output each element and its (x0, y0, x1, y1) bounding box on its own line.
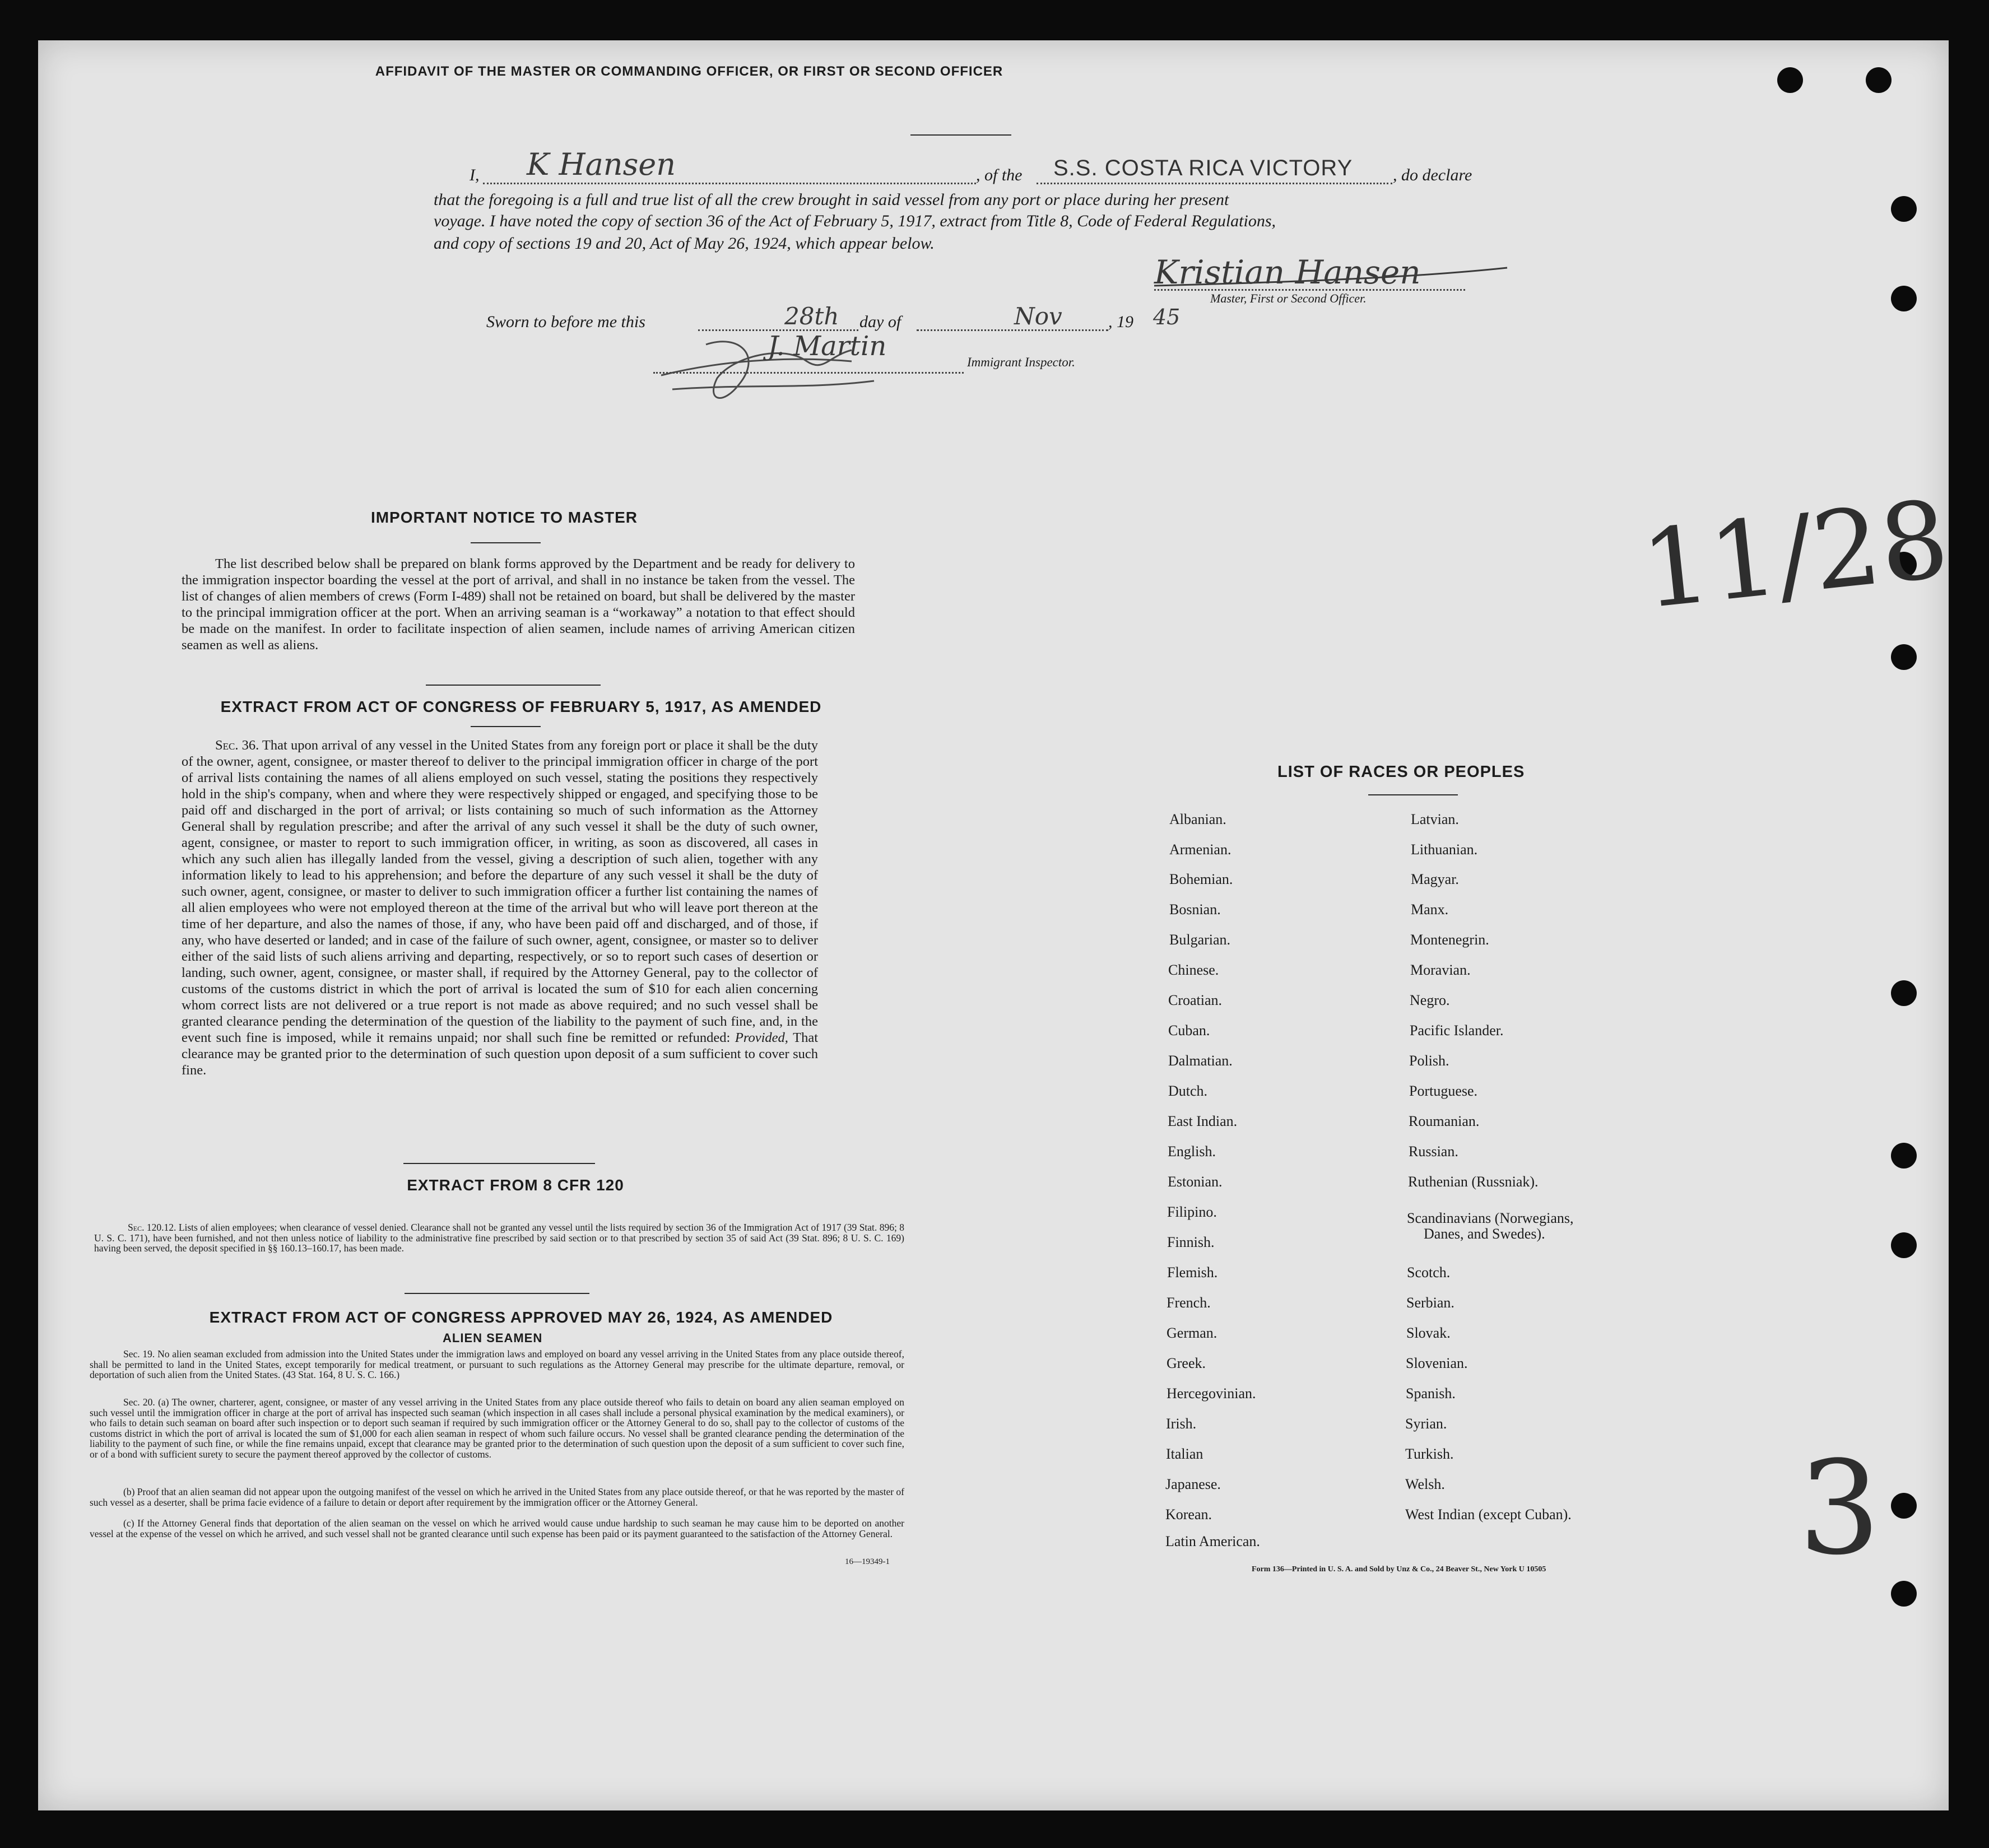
race-left: Albanian. (1169, 811, 1226, 827)
race-left: Bulgarian. (1169, 932, 1231, 948)
race-right: Welsh. (1405, 1476, 1445, 1492)
extract-1917-end-rule (403, 1163, 595, 1164)
notice-body: The list described below shall be prepared on blank forms approved by the Department and be ready for delivery to the immigration inspector boarding the vessel at the port of arrival, and shall in no instance be taken from the vessel. The list of changes of alien members of crews (Form I-489) shall not be retained on board, but shall be delivered by the master to the principal immigration officer at the port. When an arriving seaman is a “workaway” a notation to that effect should be made on the manifest. In order to facilitate inspection of alien seamen, include names of arriving American citizen seamen as well as aliens. (182, 556, 855, 653)
race-right: Spanish. (1406, 1385, 1456, 1402)
sec-20c-text: (c) If the Attorney General finds that deportation of the alien seaman on the vessel on which he arrived would cause undue hardship to such seaman he may cause him to be deported on another vessel at the expense of the vessel on which he arrived, and such vessel shall not be granted clearance until such expense has been paid or its payment guaranteed to the satisfaction of the Attorney General. (90, 1517, 904, 1539)
race-right: West Indian (except Cuban). (1405, 1506, 1572, 1523)
master-signature-line (1154, 289, 1465, 291)
sec-36-label: Sec. 36. (215, 738, 259, 753)
race-right: Montenegrin. (1410, 932, 1489, 948)
day-of-label: day of (859, 313, 901, 331)
binder-hole (1891, 286, 1917, 311)
race-right: Portuguese. (1409, 1083, 1478, 1099)
race-left: Bohemian. (1169, 871, 1233, 887)
race-left: Italian (1166, 1446, 1203, 1462)
race-right: Syrian. (1405, 1416, 1447, 1432)
affidavit-title: AFFIDAVIT OF THE MASTER OR COMMANDING OFFICER, OR FIRST OR SECOND OFFICER (375, 64, 1003, 79)
race-right: Moravian. (1410, 962, 1471, 978)
race-left: Finnish. (1167, 1234, 1215, 1250)
provided-label: Provided, (735, 1030, 788, 1045)
sec-20a-text: Sec. 20. (a) The owner, charterer, agent, consignee, or master of any vessel arriving in the United States from any place outside thereof who fails to detain on board any alien seaman employed on such vessel until the immigration officer in charge at the port of arrival has inspected such seaman (which inspection in all cases shall include a personal physical examination by the medical examiners), or who fails to detain such seaman on board after such inspection or to deport such seaman if required by such immigration officer or the Attorney General to do so, shall pay to the collector of customs of the customs district in which the port of arrival is located the sum of $1,000 for each alien seaman in respect of whom such failure occurs. No vessel shall be granted clearance pending the determination of the liability to the payment of such fine, or while the fine remains unpaid, except that clearance may be granted prior to the determination of such question upon the deposit of a sum sufficient to cover such fine, or of a bond with sufficient surety to secure the payment thereof approved by the collector of customs. (90, 1397, 904, 1460)
cfr-sec-text: Lists of alien employees; when clearance of vessel denied. Clearance shall not be granted any vessel until the lists required by section 36 of the Immigration Act of 1917 (39 Stat. 896; 8 U. S. C. 171), have been furnished, and not then unless notice of liability to the administrative fine prescribed by said section or to that prescribed by section 35 of said Act (39 Stat. 896; 8 U. S. C. 169) having been served, the deposit specified in §§ 160.13–160.17, has been made. (94, 1222, 905, 1254)
race-right: Manx. (1411, 901, 1449, 918)
cfr-end-rule (405, 1293, 589, 1294)
races-title: LIST OF RACES OR PEOPLES (1277, 763, 1525, 781)
sworn-month: Nov (1014, 302, 1062, 330)
race-left: Chinese. (1168, 962, 1219, 978)
race-right: Scotch. (1407, 1264, 1451, 1281)
race-left: Dutch. (1168, 1083, 1208, 1099)
race-right: Pacific Islander. (1410, 1022, 1504, 1039)
race-left: Estonian. (1168, 1174, 1223, 1190)
race-left: Cuban. (1168, 1022, 1210, 1039)
sec-36-proviso: That clearance may be granted prior to the determination of such question upon deposit of a sum sufficient to cover such fine. (182, 1030, 819, 1078)
race-right: Danes, and Swedes). (1424, 1226, 1545, 1242)
race-right: Magyar. (1411, 871, 1459, 887)
cfr-sec-label: Sec. 120.12. (128, 1222, 176, 1233)
i-label: I, (470, 166, 480, 184)
race-left: Latin American. (1165, 1533, 1260, 1549)
binder-hole (1891, 644, 1917, 670)
inspector-line (653, 372, 964, 374)
cfr-body (94, 1222, 904, 1254)
race-left: Croatian. (1168, 992, 1223, 1008)
races-rule (1368, 794, 1458, 795)
do-declare-label: , do declare (1393, 166, 1472, 184)
race-right: Slovak. (1406, 1325, 1451, 1341)
race-right: Russian. (1409, 1143, 1458, 1160)
notice-end-rule (426, 685, 601, 686)
of-the-label: , of the (976, 166, 1023, 184)
year-suffix: 45 (1153, 305, 1181, 329)
race-left: Korean. (1165, 1506, 1212, 1523)
sworn-day: 28th (784, 302, 839, 330)
race-left: French. (1167, 1295, 1211, 1311)
race-left: Dalmatian. (1168, 1053, 1233, 1069)
race-right: Lithuanian. (1411, 841, 1478, 858)
race-right: Scandinavians (Norwegians, (1407, 1210, 1574, 1226)
race-left: Flemish. (1167, 1264, 1218, 1281)
year-prefix: , 19 (1108, 313, 1133, 331)
notice-title: IMPORTANT NOTICE TO MASTER (370, 509, 638, 526)
race-left: Filipino. (1167, 1204, 1217, 1220)
form-imprint: Form 136—Printed in U. S. A. and Sold by Unz & Co., 24 Beaver St., New York U 10505 (1252, 1565, 1546, 1574)
race-left: English. (1168, 1143, 1216, 1160)
vessel-line (1037, 183, 1392, 184)
race-right: Turkish. (1405, 1446, 1454, 1462)
inspector-caption: Immigrant Inspector. (967, 355, 1075, 369)
race-right: Negro. (1410, 992, 1450, 1008)
declaration-line-3: and copy of sections 19 and 20, Act of May 26, 1924, which appear below. (434, 234, 935, 253)
race-left: German. (1167, 1325, 1217, 1341)
master-signature: Kristian Hansen (1154, 253, 1421, 291)
sec-36-text: That upon arrival of any vessel in the United States from any foreign port or place it shall be the duty of the owner, agent, consignee, or master thereof to deliver to the principal immigration officer in charge of the port of arrival lists containing the names of all aliens employed on such vessel, stating the positions they respectively hold in the ship's company, when and where they were respectively shipped or engaged, and specifying those to be paid off and discharged in the port of arrival; or lists containing so much of such information as the Attorney General shall by regulation prescribe; and after the arrival of any such vessel it shall be the duty of such owner, agent, consignee, or master to report to such immigration officer, in writing, as soon as discovered, all cases in which any such alien has illegally landed from the vessel, giving a description of such alien, together with any information likely to lead to his apprehension; and before the departure of any such vessel it shall be the duty of such owner, agent, consignee, or master to deliver to such immigration officer a further list containing the names of all alien employees who were not employed thereon at the time of the arrival but who will leave port thereon at the time of her departure, and also the names of those, if any, who have been paid off and discharged, and of those, if any, who have deserted or landed; and in case of the failure of such owner, agent, consignee, or master so to deliver either of the said lists of such aliens arriving and departing, respectively, or so to report such cases of desertion or landing, such owner, agent, consignee, or master shall, if required by the Attorney General, pay to the collector of customs of the customs district in which the port of arrival is located the sum of $10 for each alien concerning whom correct lists are not delivered or a true report is not made as above required; and no such vessel shall be granted clearance pending the determination of the question of the liability to the payment of such fine, and, in the event such fine is imposed, while it remains unpaid; nor shall such fine be remitted or refunded: (182, 738, 818, 1045)
binder-hole (1891, 1581, 1917, 1607)
extract-1924-title: EXTRACT FROM ACT OF CONGRESS APPROVED MAY 26, 1924, AS AMENDED (209, 1309, 833, 1326)
race-left: Irish. (1166, 1416, 1197, 1432)
race-left: Bosnian. (1169, 901, 1221, 918)
binder-hole (1891, 980, 1917, 1006)
sec-20b-text: (b) Proof that an alien seaman did not appear upon the outgoing manifest of the vessel on which he arrived in the United States from any place outside thereof, or that he was reported by the master of such vessel as a deserter, shall be prima facie evidence of a failure to detain or deport after requirement by the immigration officer or the Attorney General. (90, 1486, 904, 1508)
extract-1917-body (182, 737, 818, 1078)
race-right: Slovenian. (1406, 1355, 1468, 1371)
print-code: 16—19349-1 (845, 1557, 890, 1566)
declaration-line-1: that the foregoing is a full and true list of all the crew brought in said vessel from any port or place during her present (434, 190, 1229, 209)
cfr-title: EXTRACT FROM 8 CFR 120 (407, 1176, 624, 1194)
binder-hole (1891, 1493, 1917, 1519)
name-line (483, 183, 976, 184)
sec-19-text: Sec. 19. No alien seaman excluded from admission into the United States under the immigration laws and employed on board any vessel arriving in the United States from any place outside thereof, shall be permitted to land in the United States, except temporarily for medical treatment, or pursuant to such regulations as the Attorney General may prescribe for the ultimate departure, removal, or deportation of such alien from the United States. (43 Stat. 164, 8 U. S. C. 166.) (90, 1348, 904, 1380)
master-name-handwritten: K Hansen (527, 147, 676, 182)
race-right: Polish. (1409, 1053, 1449, 1069)
race-left: Greek. (1167, 1355, 1206, 1371)
race-left: Hercegovinian. (1167, 1385, 1256, 1402)
race-right: Ruthenian (Russniak). (1408, 1174, 1539, 1190)
vessel-name: S.S. COSTA RICA VICTORY (1053, 156, 1353, 180)
title-rule (910, 134, 1011, 136)
handwritten-date: 11/28 (1635, 477, 1954, 633)
race-right: Serbian. (1406, 1295, 1454, 1311)
sworn-label: Sworn to before me this (486, 313, 645, 331)
race-left: East Indian. (1168, 1113, 1238, 1129)
race-left: Japanese. (1165, 1476, 1221, 1492)
race-left: Armenian. (1169, 841, 1231, 858)
declaration-line-2: voyage. I have noted the copy of section 36 of the Act of February 5, 1917, extract from Title 8, Code of Federal Regulations, (434, 212, 1276, 230)
inspector-signature: J. Martin (768, 331, 887, 362)
notice-rule (471, 542, 541, 543)
extract-1917-title: EXTRACT FROM ACT OF CONGRESS OF FEBRUARY 5, 1917, AS AMENDED (220, 698, 822, 715)
binder-hole (1891, 196, 1917, 222)
master-caption: Master, First or Second Officer. (1210, 291, 1367, 305)
race-right: Roumanian. (1409, 1113, 1480, 1129)
alien-seamen-subtitle: ALIEN SEAMEN (443, 1331, 543, 1345)
binder-hole (1866, 67, 1892, 93)
handwritten-page-number: 3 (1799, 1434, 1881, 1584)
race-right: Latvian. (1411, 811, 1459, 827)
extract-1917-rule (471, 726, 541, 727)
binder-hole (1777, 67, 1803, 93)
binder-hole (1891, 1232, 1917, 1258)
binder-hole (1891, 1143, 1917, 1169)
